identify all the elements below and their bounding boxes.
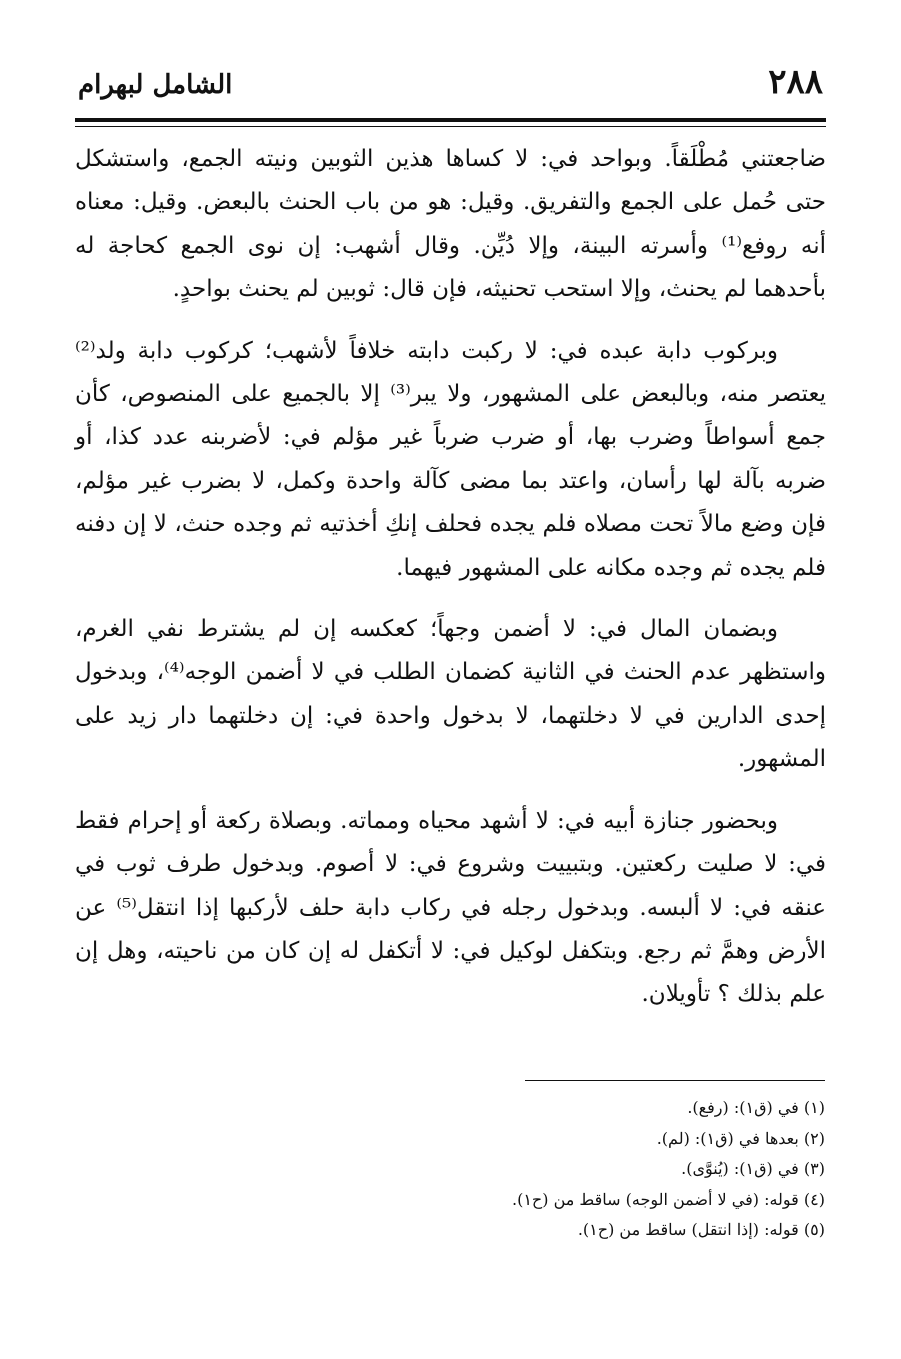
paragraph: وبضمان المال في: لا أضمن وجهاً؛ كعكسه إن لم يشترط نفي الغرم، واستظهر عدم الحنث في الثانية كضمان الطلب في لا أضمن الوجه⁽⁴⁾، وبدخول إحدى الدارين في لا دخلتهما، لا بدخول واحدة في: إن دخلتهما دار زيد على المشهور. [75, 616, 826, 773]
footnote: (٣) في (ق١): (يُنوَّى). [681, 1159, 825, 1178]
paragraph: ضاجعتني مُطْلَقاً. وبواحد في: لا كساها هذين الثوبين ونيته الجمع، واستشكل حتى حُمل على الجمع والتفريق. وقيل: هو من باب الحنث بالبعض. وقيل: معناه أنه روفع⁽¹⁾ وأسرته البينة، وإلا دُيِّن. وقال أشهب: إن نوى الجمع كحاجة له بأحدهما لم يحنث، وإلا استحب تحنيثه، فإن قال: ثوبين لم يحنث بواحدٍ. [75, 146, 826, 303]
running-title: الشامل لبهرام [78, 70, 233, 100]
page-number: ٢٨٨ [768, 62, 823, 102]
footnote: (٥) قوله: (إذا انتقل) ساقط من (ح١). [577, 1220, 825, 1239]
footnote-separator [525, 1080, 825, 1081]
footnote: (٢) بعدها في (ق١): (لم). [656, 1128, 825, 1148]
footnotes [200, 1093, 825, 1246]
page-header [78, 62, 823, 112]
header-rule-thick [75, 118, 826, 122]
paragraph: وبحضور جنازة أبيه في: لا أشهد محياه ومماته. وبصلاة ركعة أو إحرام فقط في: لا صليت ركعتين. وبتبييت وشروع في: لا أصوم. وبدخول طرف ثوب في عنقه في: لا ألبسه. وبدخول رجله في ركاب دابة حلف لأركبها إذا انتقل⁽⁵⁾ عن الأرض وهمَّ ثم رجع. وبتكفل لوكيل في: لا أتكفل له إن كان من ناحيته، وهل إن علم بذلك ؟ تأويلان. [75, 807, 826, 1008]
footnote: (٤) قوله: (في لا أضمن الوجه) ساقط من (ح١). [512, 1189, 825, 1209]
paragraph: وبركوب دابة عبده في: لا ركبت دابته خلافاً لأشهب؛ كركوب دابة ولد⁽²⁾ يعتصر منه، وبالبعض على المشهور، ولا يبر⁽³⁾ إلا بالجميع على المنصوص، كأن جمع أسواطاً وضرب بها، أو ضرب ضرباً غير مؤلم في: لأضربنه عدد كذا، أو ضربه بآلة لها رأسان، واعتد بما مضى كآلة واحدة وكمل، لا بضرب غير مؤلم، فإن وضع مالاً تحت مصلاه فلم يجده فحلف إنكِ أخذتيه ثم وجده حنث، لا إن دفنه فلم يجده ثم وجده مكانه على المشهور فيهما. [75, 337, 826, 581]
header-rule-thin [75, 126, 826, 127]
footnote: (١) في (ق١): (رفع). [687, 1098, 825, 1117]
main-text [75, 138, 826, 1035]
